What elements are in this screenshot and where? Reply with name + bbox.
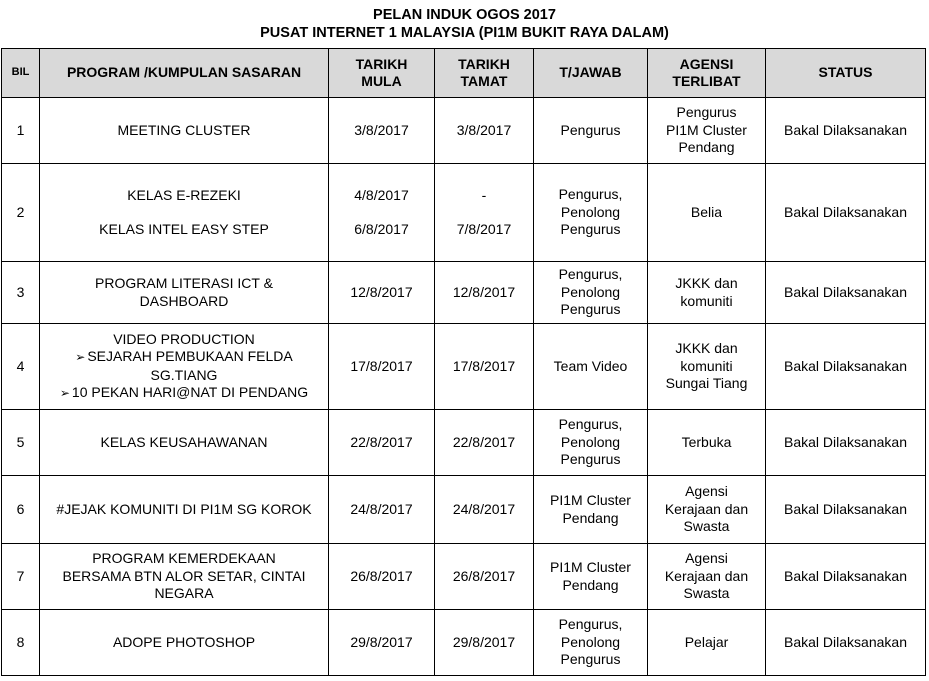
- header-mula-line-1: TARIKH: [355, 55, 408, 72]
- cell-status: Bakal Dilaksanakan: [766, 476, 926, 544]
- cell-agensi-line: Agensi: [685, 550, 728, 567]
- cell-agensi-line: Pengurus: [676, 104, 737, 121]
- cell-agensi-line: Belia: [690, 203, 723, 220]
- header-mula-line-2: MULA: [361, 73, 402, 89]
- cell-tarikh-mula-line: 4/8/2017: [354, 186, 409, 203]
- cell-tarikh-mula: [329, 544, 435, 610]
- cell-tjawab: [534, 476, 648, 544]
- cell-tarikh-mula: [329, 164, 435, 262]
- cell-tjawab-line: Pengurus: [560, 451, 621, 468]
- cell-tarikh-mula-line: 3/8/2017: [354, 121, 409, 138]
- cell-tjawab-line: Penolong: [560, 633, 621, 650]
- cell-tjawab-line: Penolong: [560, 433, 621, 450]
- cell-status: Bakal Dilaksanakan: [766, 544, 926, 610]
- cell-bil: 5: [2, 410, 40, 476]
- cell-status: Bakal Dilaksanakan: [766, 610, 926, 676]
- cell-program-line: KELAS INTEL EASY STEP: [99, 221, 269, 237]
- header-tjawab: T/JAWAB: [534, 49, 648, 98]
- cell-tjawab-line: Penolong: [560, 203, 621, 220]
- cell-tarikh-tamat-line: 29/8/2017: [452, 633, 516, 650]
- cell-program-line: NEGARA: [154, 585, 214, 602]
- program-bullet-text: 10 PEKAN HARI@NAT DI PENDANG: [71, 384, 309, 400]
- cell-program: [40, 98, 329, 164]
- cell-tarikh-mula-line: 24/8/2017: [350, 500, 413, 517]
- cell-program-line: KELAS KEUSAHAWANAN: [100, 433, 268, 450]
- cell-tjawab-line: Penolong: [560, 283, 621, 300]
- arrow-bullet-icon: ➢: [75, 350, 86, 364]
- header-tamat-line-2: TAMAT: [460, 73, 508, 89]
- cell-agensi-line: Kerajaan dan: [664, 567, 749, 584]
- cell-bil: 7: [2, 544, 40, 610]
- cell-tjawab: [534, 544, 648, 610]
- cell-tjawab: [534, 98, 648, 164]
- header-agensi-line-2: TERLIBAT: [672, 73, 741, 89]
- cell-tjawab-line: Pengurus,: [558, 186, 623, 203]
- cell-program: [40, 164, 329, 262]
- cell-tarikh-mula-line: 6/8/2017: [354, 221, 409, 237]
- header-tarikh-tamat: [435, 49, 534, 98]
- cell-tarikh-mula-line: 22/8/2017: [350, 433, 413, 450]
- header-status: STATUS: [766, 49, 926, 98]
- cell-agensi-line: Sungai Tiang: [665, 375, 748, 392]
- cell-status: Bakal Dilaksanakan: [766, 98, 926, 164]
- cell-tarikh-tamat-line: 22/8/2017: [452, 433, 516, 450]
- cell-agensi-line: Terbuka: [681, 433, 732, 450]
- cell-program-line: ADOPE PHOTOSHOP: [112, 633, 256, 650]
- cell-program: [40, 262, 329, 324]
- cell-program-line: BERSAMA BTN ALOR SETAR, CINTAI: [62, 567, 306, 584]
- cell-status: Bakal Dilaksanakan: [766, 164, 926, 262]
- cell-tarikh-tamat: [435, 476, 534, 544]
- cell-tjawab-line: Pengurus,: [558, 616, 623, 633]
- cell-tjawab-line: PI1M Cluster: [550, 492, 631, 508]
- cell-agensi-line: Pendang: [678, 139, 735, 156]
- cell-program-line: [44, 204, 324, 221]
- cell-bil: 6: [2, 476, 40, 544]
- cell-status: Bakal Dilaksanakan: [766, 410, 926, 476]
- cell-agensi-line: JKKK dan: [675, 275, 738, 291]
- header-tamat-line-1: TARIKH: [458, 55, 510, 72]
- program-bullet-text: SEJARAH PEMBUKAAN FELDA: [87, 348, 293, 364]
- cell-program-line: #JEJAK KOMUNITI DI PI1M SG KOROK: [56, 500, 312, 517]
- table-row: [2, 610, 926, 676]
- cell-tjawab-line: Pendang: [562, 509, 619, 526]
- cell-bil: 3: [2, 262, 40, 324]
- cell-program: [40, 410, 329, 476]
- header-agensi-line-1: AGENSI: [679, 55, 734, 72]
- cell-program-line: PROGRAM KEMERDEKAAN: [92, 550, 276, 567]
- plan-table: [1, 48, 926, 676]
- cell-tarikh-tamat: [435, 164, 534, 262]
- cell-tarikh-tamat-line: [439, 204, 529, 221]
- cell-tarikh-mula: [329, 476, 435, 544]
- cell-agensi: [648, 610, 766, 676]
- title-line-2: PUSAT INTERNET 1 MALAYSIA (PI1M BUKIT RAYA DALAM): [260, 25, 669, 41]
- cell-tjawab-line: Pengurus: [560, 121, 621, 138]
- cell-agensi: [648, 476, 766, 544]
- cell-tarikh-mula: [329, 262, 435, 324]
- cell-status: Bakal Dilaksanakan: [766, 324, 926, 410]
- cell-agensi: [648, 410, 766, 476]
- cell-program: [40, 544, 329, 610]
- cell-tarikh-tamat: [435, 262, 534, 324]
- table-row: [2, 410, 926, 476]
- program-bullet-cont: SG.TIANG: [150, 366, 218, 383]
- cell-bil: 2: [2, 164, 40, 262]
- table-row: [2, 262, 926, 324]
- cell-program-line: DASHBOARD: [139, 292, 229, 309]
- cell-tarikh-tamat-line: 24/8/2017: [452, 500, 516, 517]
- cell-tarikh-tamat: [435, 610, 534, 676]
- cell-tjawab: [534, 410, 648, 476]
- cell-tjawab-line: Pengurus: [560, 221, 621, 238]
- table-row: [2, 98, 926, 164]
- cell-agensi-line: Agensi: [685, 483, 728, 500]
- cell-tarikh-tamat-line: 7/8/2017: [456, 221, 512, 237]
- cell-tjawab-line: PI1M Cluster: [550, 559, 631, 575]
- cell-tarikh-tamat-line: 17/8/2017: [452, 357, 516, 374]
- table-row: [2, 544, 926, 610]
- cell-agensi: [648, 544, 766, 610]
- cell-program-line: MEETING CLUSTER: [117, 121, 251, 138]
- header-row: [2, 49, 926, 98]
- document-title: [0, 6, 929, 42]
- cell-bil: 1: [2, 98, 40, 164]
- cell-status: Bakal Dilaksanakan: [766, 262, 926, 324]
- cell-tjawab-line: Team Video: [553, 357, 628, 374]
- cell-tjawab-line: Pengurus: [560, 651, 621, 668]
- cell-agensi-line: komuniti: [680, 292, 733, 309]
- cell-tarikh-tamat-line: 3/8/2017: [456, 121, 512, 138]
- cell-agensi-line: Pelajar: [684, 633, 729, 650]
- header-agensi: [648, 49, 766, 98]
- program-title: VIDEO PRODUCTION: [113, 330, 255, 347]
- plan-table-body: [2, 98, 926, 676]
- cell-program: [40, 324, 329, 410]
- cell-tjawab: [534, 262, 648, 324]
- cell-tarikh-tamat: [435, 98, 534, 164]
- cell-tarikh-tamat-line: 26/8/2017: [452, 567, 516, 584]
- cell-tarikh-mula-line: 26/8/2017: [350, 567, 413, 584]
- cell-program-line: PROGRAM LITERASI ICT &: [95, 275, 273, 291]
- cell-agensi: [648, 164, 766, 262]
- cell-tarikh-tamat: [435, 544, 534, 610]
- cell-program: [40, 610, 329, 676]
- cell-agensi-line: JKKK dan: [675, 340, 738, 357]
- table-row: [2, 164, 926, 262]
- cell-tjawab-line: Pengurus: [560, 301, 621, 318]
- cell-agensi: [648, 98, 766, 164]
- cell-bil: 4: [2, 324, 40, 410]
- cell-tarikh-mula-line: 12/8/2017: [350, 283, 413, 300]
- cell-agensi-line: Swasta: [683, 518, 730, 535]
- cell-tarikh-mula-line: 29/8/2017: [350, 633, 413, 650]
- cell-tjawab-line: Pengurus,: [558, 266, 623, 283]
- cell-tjawab: [534, 610, 648, 676]
- cell-tarikh-mula: [329, 410, 435, 476]
- cell-tarikh-mula-line: [333, 204, 430, 221]
- cell-agensi-line: Swasta: [683, 585, 730, 602]
- cell-agensi: [648, 262, 766, 324]
- cell-program: [40, 476, 329, 544]
- cell-tarikh-mula: [329, 98, 435, 164]
- cell-tarikh-tamat-line: -: [481, 186, 487, 203]
- cell-tjawab: [534, 324, 648, 410]
- cell-tarikh-tamat: [435, 324, 534, 410]
- cell-tjawab-line: Pendang: [562, 576, 619, 593]
- cell-tarikh-mula: [329, 610, 435, 676]
- cell-agensi: [648, 324, 766, 410]
- arrow-bullet-icon: ➢: [59, 386, 70, 400]
- cell-tarikh-mula: [329, 324, 435, 410]
- cell-bil: 8: [2, 610, 40, 676]
- table-row: [2, 476, 926, 544]
- header-tarikh-mula: [329, 49, 435, 98]
- header-bil: BIL: [2, 49, 40, 98]
- program-bullet: [44, 348, 324, 367]
- cell-agensi-line: PI1M Cluster: [666, 121, 747, 138]
- header-program: PROGRAM /KUMPULAN SASARAN: [40, 49, 329, 98]
- cell-tarikh-tamat-line: 12/8/2017: [452, 283, 516, 300]
- cell-agensi-line: komuniti: [680, 357, 733, 374]
- table-row: [2, 324, 926, 410]
- program-bullet: [44, 384, 324, 403]
- title-line-1: PELAN INDUK OGOS 2017: [373, 7, 556, 23]
- cell-tarikh-mula-line: 17/8/2017: [350, 357, 413, 374]
- cell-agensi-line: Kerajaan dan: [664, 500, 749, 517]
- cell-tarikh-tamat: [435, 410, 534, 476]
- cell-tjawab-line: Pengurus,: [558, 416, 623, 433]
- cell-tjawab: [534, 164, 648, 262]
- cell-program-line: KELAS E-REZEKI: [127, 186, 241, 203]
